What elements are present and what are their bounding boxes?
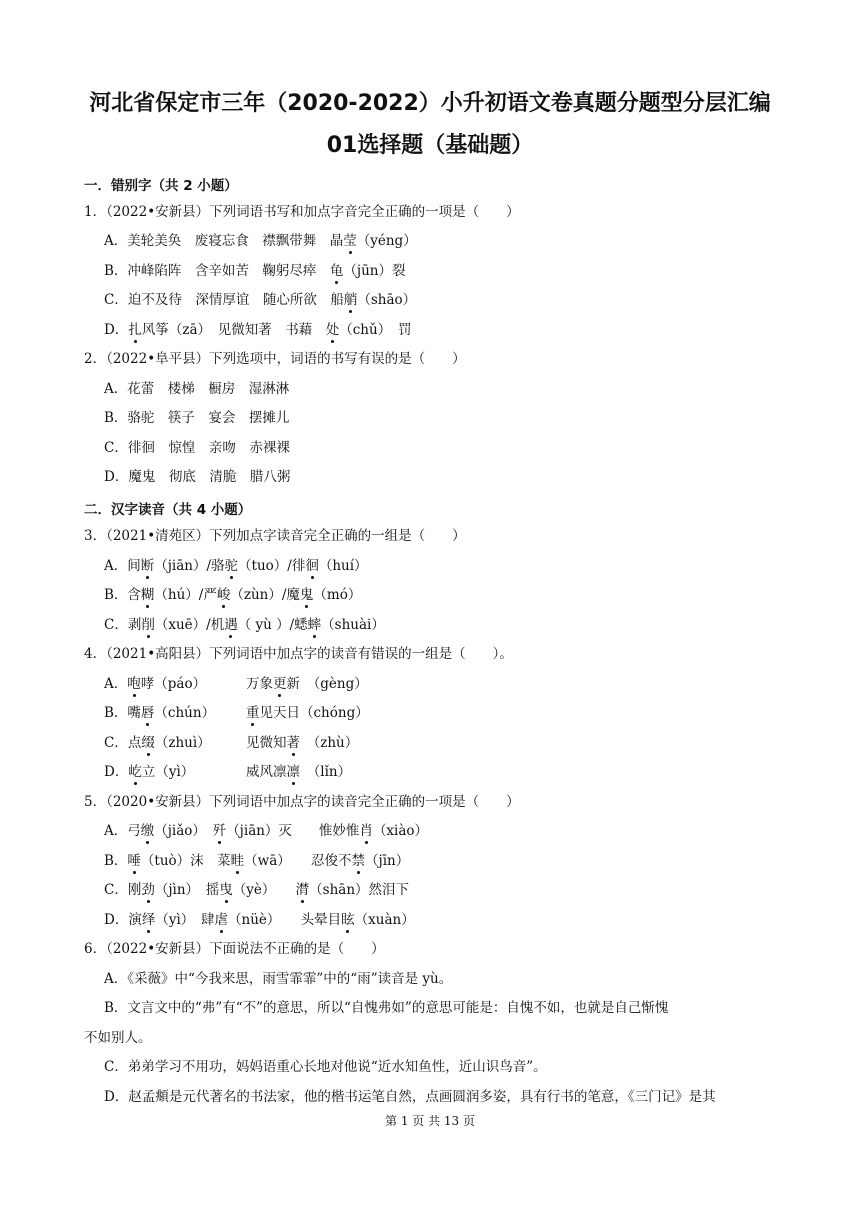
question-5-option-a: A．弓缴（jiǎo） 歼（jiān）灭 惟妙惟肖（xiào）	[104, 823, 429, 839]
question-1-option-c: C．迫不及待 深情厚谊 随心所欲 船艄（shāo）	[104, 292, 417, 308]
question-2-option-a: A．花蕾 楼梯 橱房 湿淋淋	[104, 381, 290, 397]
question-6-option-c: C．弟弟学习不用功，妈妈语重心长地对他说“近水知鱼性，近山识鸟音”。	[104, 1059, 547, 1075]
question-4-option-c: C．点缀（zhuì） 见微知著 （zhù）	[104, 735, 359, 751]
question-6-stem: 6．（2022•安新县）下面说法不正确的是（ ）	[84, 941, 385, 957]
question-2-stem: 2．（2022•阜平县）下列选项中，词语的书写有误的是（ ）	[84, 351, 466, 367]
section-heading-2: 二．汉字读音（共 4 小题）	[84, 502, 252, 518]
question-2-option-c: C．徘徊 惊惶 亲吻 赤裸裸	[104, 440, 290, 456]
question-5-option-d: D．演绎（yì） 肆虐（nüè） 头晕目眩（xuàn）	[104, 912, 415, 928]
document-subtitle: 01选择题（基础题）	[326, 133, 534, 158]
question-5-stem: 5．（2020•安新县）下列词语中加点字的读音完全正确的一项是（ ）	[84, 794, 520, 810]
question-4-option-a: A．咆哮（páo） 万象更新 （gèng）	[104, 676, 368, 692]
question-4-option-d: D．屹立（yì） 威风凛凛 （lǐn）	[104, 764, 352, 780]
question-6-option-d: D．赵孟頫是元代著名的书法家，他的楷书运笔自然，点画圆润多姿，具有行书的笔意，《三门记》是其	[104, 1089, 716, 1105]
page-footer: 第 1 页 共 13 页	[385, 1114, 475, 1128]
question-3-stem: 3．（2021•清苑区）下列加点字读音完全正确的一组是（ ）	[84, 528, 466, 544]
question-2-option-b: B．骆驼 筷子 宴会 摆摊儿	[104, 410, 290, 426]
question-3-option-b: B．含糊（hú）/严峻（zùn）/魔鬼（mó）	[104, 587, 362, 603]
question-2-option-d: D．魔鬼 彻底 清脆 腊八粥	[104, 469, 291, 485]
question-1-stem: 1．（2022•安新县）下列词语书写和加点字音完全正确的一项是（ ）	[84, 204, 520, 220]
document-title: 河北省保定市三年（2020-2022）小升初语文卷真题分题型分层汇编	[89, 91, 771, 116]
question-1-option-b: B．冲峰陷阵 含辛如苦 鞠躬尽瘁 龟（jūn）裂	[104, 263, 406, 279]
question-6-option-a: A．《采薇》中“今我来思，雨雪霏霏”中的“雨”读音是 yù。	[104, 971, 453, 987]
question-4-stem: 4．（2021•高阳县）下列词语中加点字的读音有错误的一组是（ ）。	[84, 646, 513, 662]
question-3-option-a: A．间断（jiān）/骆驼（tuo）/徘徊（huí）	[104, 558, 368, 574]
question-5-option-c: C．刚劲（jìn） 摇曳（yè） 潸（shān）然泪下	[104, 882, 410, 898]
question-4-option-b: B．嘴唇（chún） 重见天日（chóng）	[104, 705, 369, 721]
question-6-option-b: B．文言文中的“弗”有“不”的意思，所以“自愧弗如”的意思可能是：自愧不如，也就是自己惭愧	[104, 1000, 669, 1016]
question-6-option-b-cont: 不如别人。	[84, 1030, 152, 1046]
section-heading-1: 一．错别字（共 2 小题）	[84, 178, 238, 194]
question-1-option-a: A．美轮美奂 废寝忘食 襟飘带舞 晶莹（yéng）	[104, 233, 417, 249]
question-5-option-b: B．唾（tuò）沫 菜畦（wā） 忍俊不禁（jīn）	[104, 853, 410, 869]
question-1-option-d: D．扎风筝（zā） 见微知著 书藉 处（chǔ） 罚	[104, 322, 412, 338]
question-3-option-c: C．剥削（xuē）/机遇（ yù ）/蟋蟀（shuài）	[104, 617, 385, 633]
